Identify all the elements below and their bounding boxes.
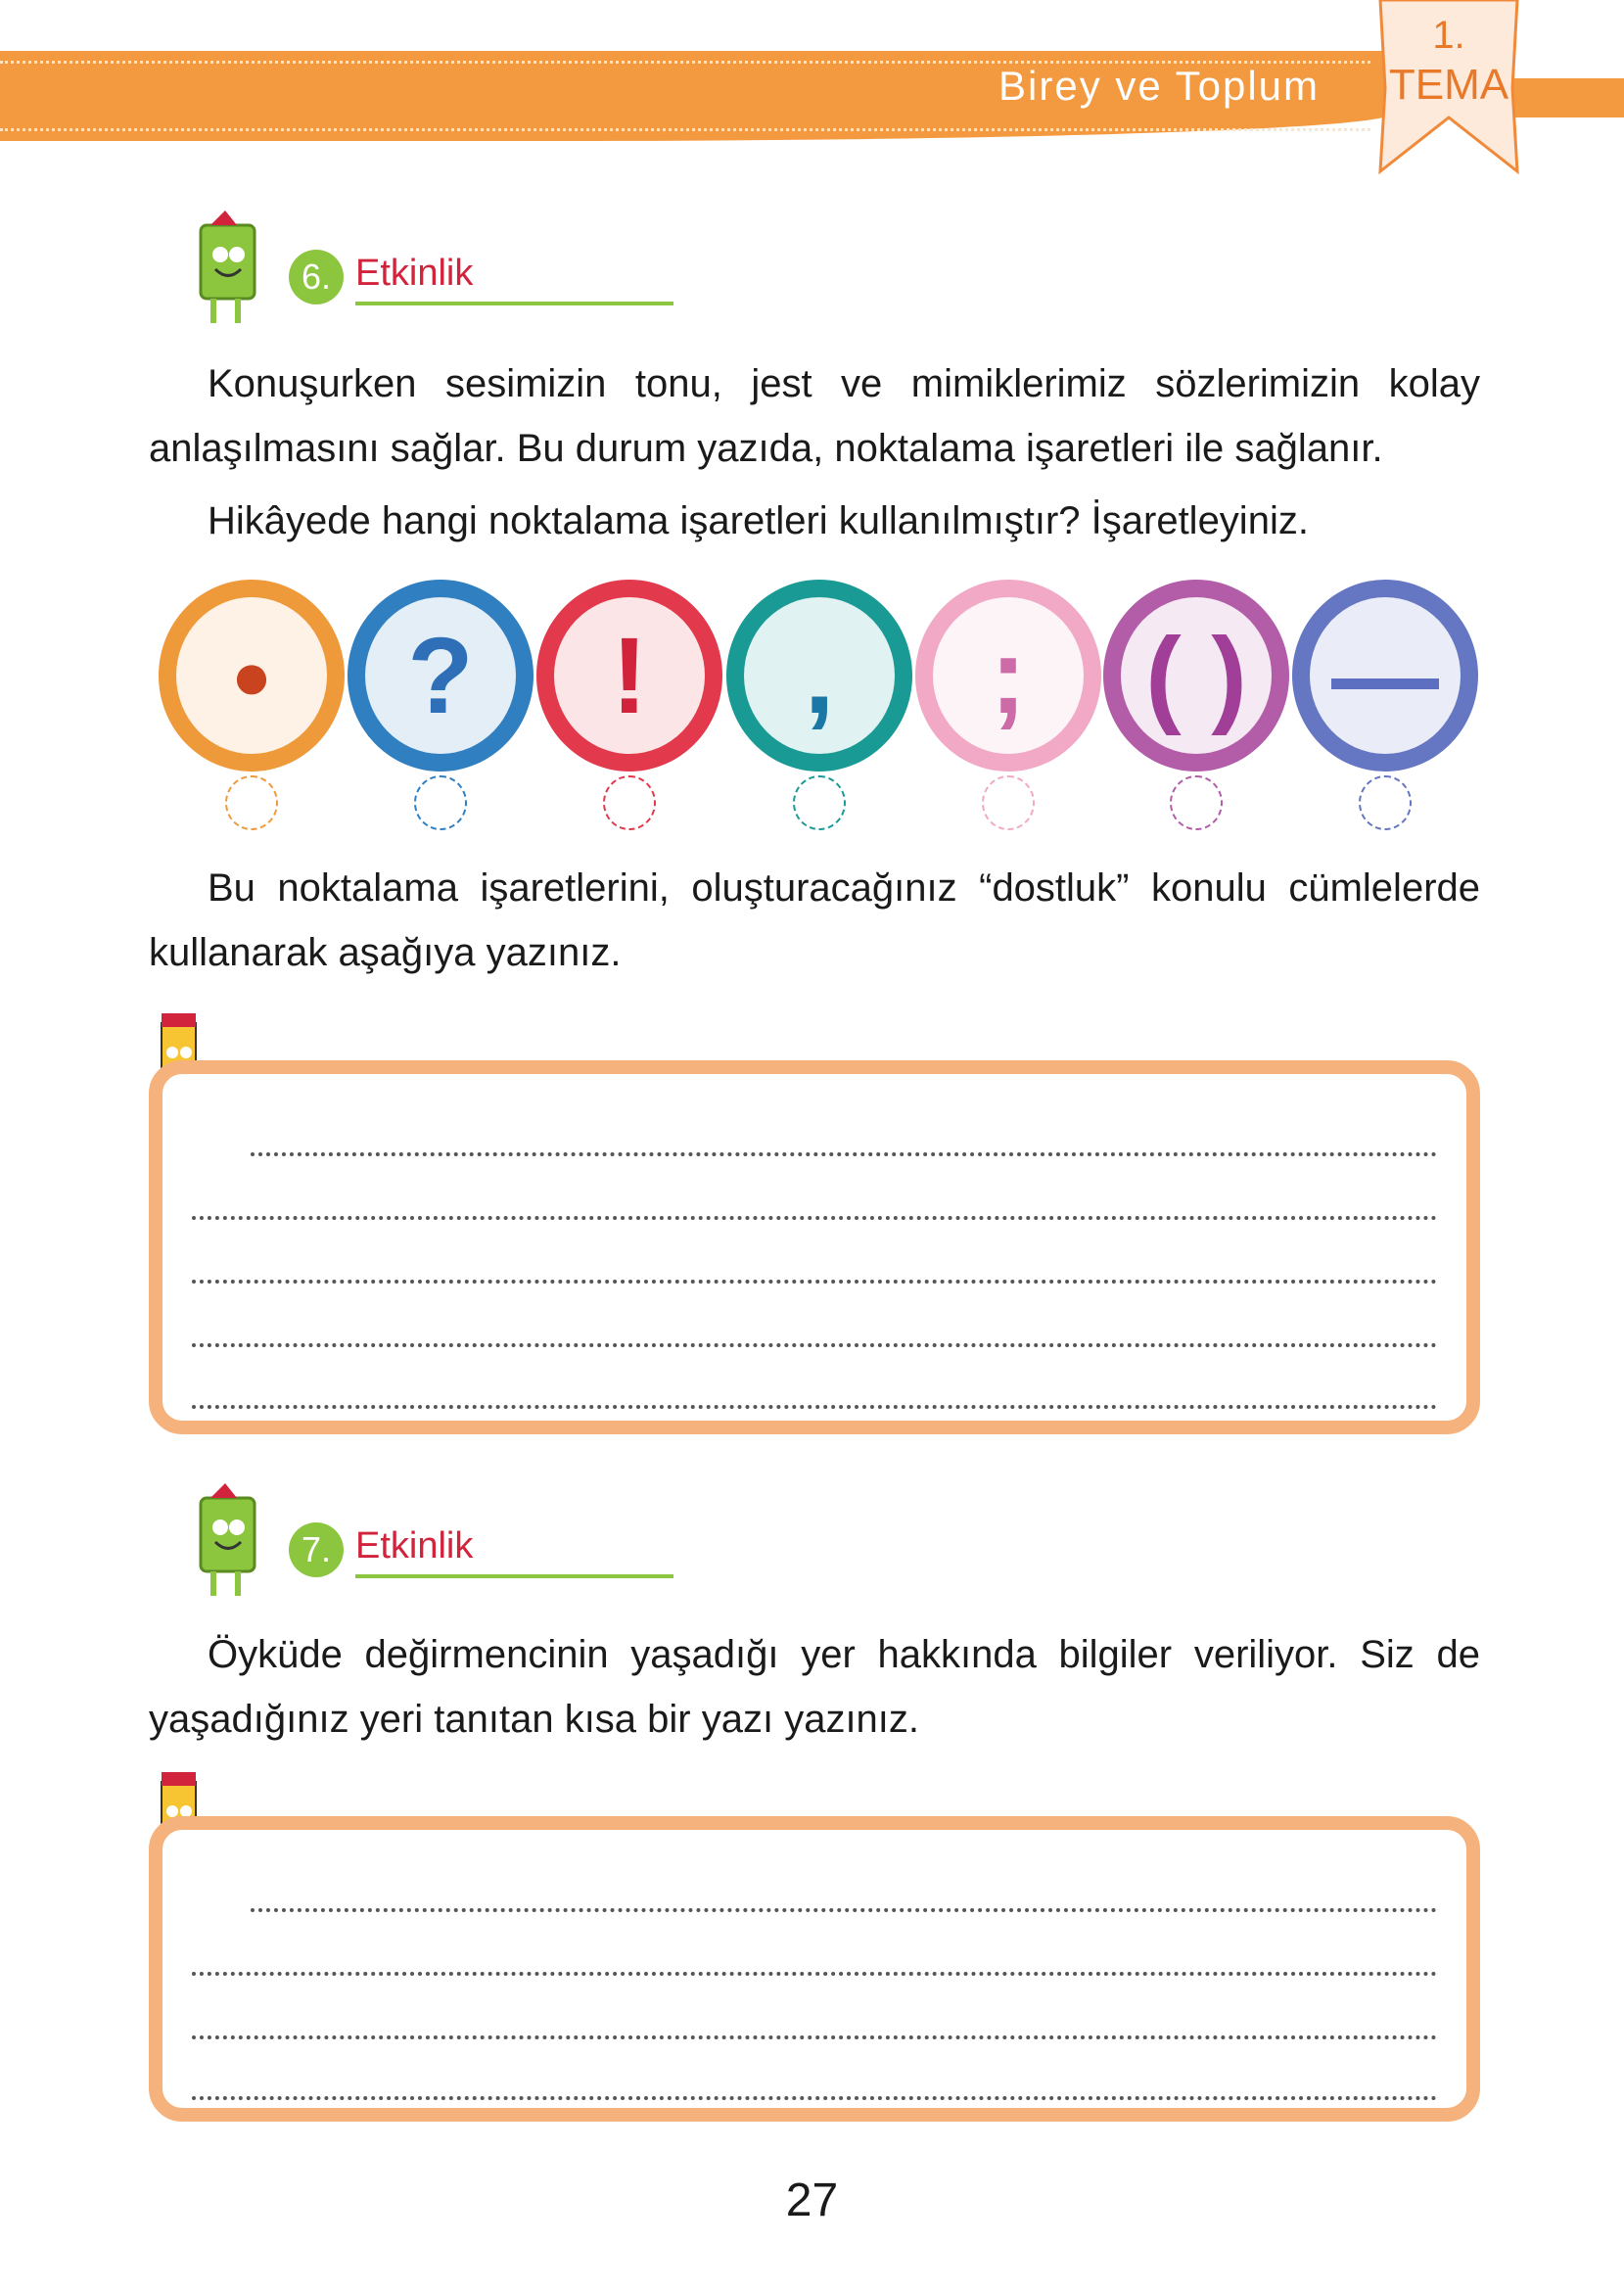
parentheses-checkbox[interactable] (1170, 775, 1223, 830)
semicolon-checkbox[interactable] (982, 775, 1035, 830)
activity-7-header (176, 1478, 509, 1601)
activity-7-paragraph: Öyküde değirmencinin yaşadığı yer hakkında bilgiler veriliyor. Siz de yaşadığınız yeri tanıtan kısa bir yazı yazınız. (149, 1633, 1480, 1741)
theme-title: Birey ve Toplum (998, 63, 1321, 109)
activity-6-question: Hikâyede hangi noktalama işaretleri kullanılmıştır? İşaretleyiniz. (208, 499, 1309, 542)
exclamation-mark-checkbox[interactable] (603, 775, 656, 830)
theme-number: 1. (1432, 14, 1465, 57)
book-mascot-icon (176, 206, 284, 328)
comma-icon: , (726, 580, 912, 771)
question-mark-checkbox[interactable] (414, 775, 467, 830)
theme-label: TEMA (1388, 61, 1509, 109)
activity-label: Etkinlik (355, 1525, 474, 1566)
comma-checkbox[interactable] (793, 775, 846, 830)
question-mark-icon: ? (348, 580, 534, 771)
page-number: 27 (785, 2174, 839, 2226)
dash-checkbox[interactable] (1359, 775, 1412, 830)
parentheses-icon: ( ) (1103, 580, 1289, 771)
book-mascot-icon (176, 1478, 284, 1601)
theme-banner-tail (1508, 78, 1624, 117)
activity-underline (355, 302, 673, 305)
activity-6-instruction: Bu noktalama işaretlerini, oluşturacağınız “dostluk” konulu cümlelerde kullanarak aşağıya yazınız. (149, 866, 1480, 974)
activity-number: 7. (289, 1522, 344, 1577)
writing-area-1[interactable] (149, 1060, 1480, 1434)
period-icon: ● (159, 580, 345, 771)
activity-6-header (176, 206, 509, 328)
dash-icon: — (1292, 580, 1478, 771)
activity-6-paragraph: Konuşurken sesimizin tonu, jest ve mimiklerimiz sözlerimizin kolay anlaşılmasını sağlar. Bu durum yazıda, noktalama işaretleri ile sağlanır. (149, 362, 1480, 470)
activity-number: 6. (289, 250, 344, 304)
period-checkbox[interactable] (225, 775, 278, 830)
exclamation-mark-icon: ! (536, 580, 722, 771)
activity-label: Etkinlik (355, 253, 474, 294)
semicolon-icon: ; (915, 580, 1101, 771)
writing-area-2[interactable] (149, 1816, 1480, 2122)
activity-underline (355, 1574, 673, 1578)
